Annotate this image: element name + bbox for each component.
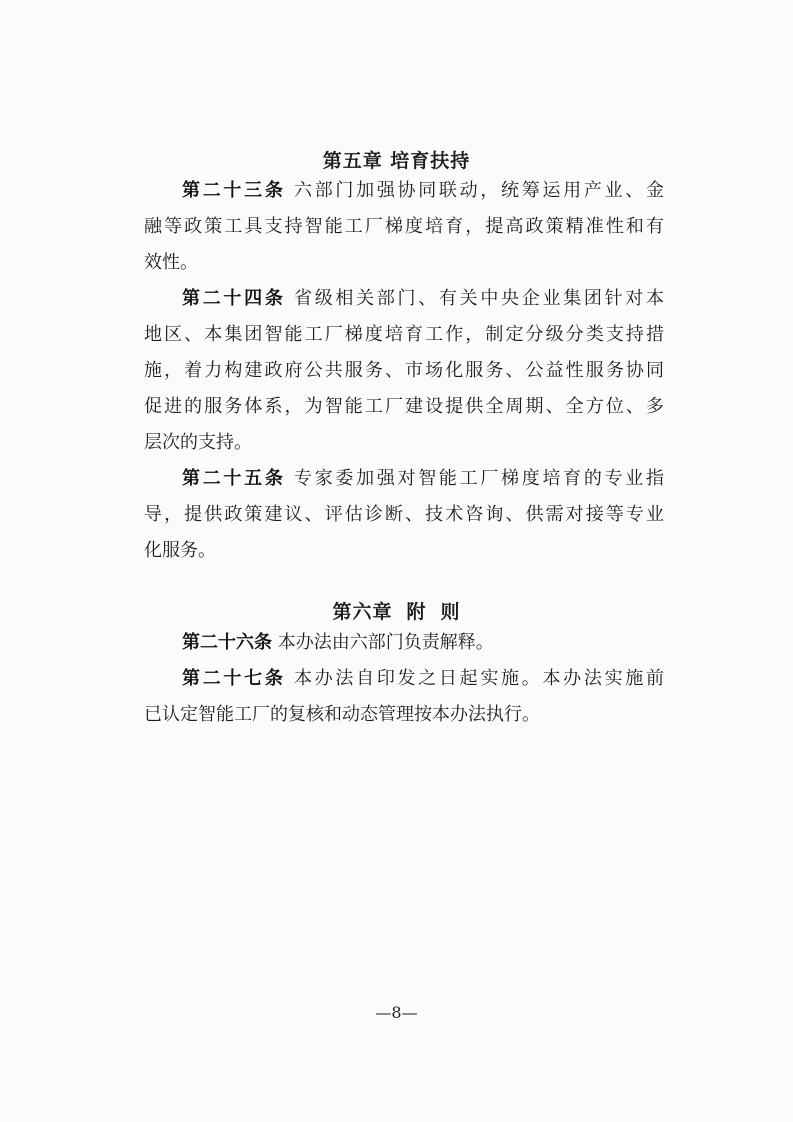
article-25-label: 第二十五条 [182,468,286,489]
article-27-label: 第二十七条 [182,668,286,689]
article-24-line-4: 促进的服务体系，为智能工厂建设提供全周期、全方位、多 [144,396,664,417]
article-23-text-1: 六部门加强协同联动，统筹运用产业、金 [293,180,665,201]
page-number: —8— [375,1003,418,1022]
article-27-text-1: 本办法自印发之日起实施。本办法实施前 [293,668,665,689]
article-27-line-2: 已认定智能工厂的复核和动态管理按本办法执行。 [144,704,540,725]
article-23-label: 第二十三条 [182,180,286,201]
chapter-6-heading-part-3: 则 [440,601,461,623]
article-25-text-1: 专家委加强对智能工厂梯度培育的专业指 [293,468,665,489]
article-25-line-2: 导，提供政策建议、评估诊断、技术咨询、供需对接等专业 [144,504,664,525]
chapter-6-heading [0,597,793,624]
article-24-line-5: 层次的支持。 [144,432,252,453]
article-24-line-2: 地区、本集团智能工厂梯度培育工作，制定分级分类支持措 [144,324,664,345]
chapter-5-heading: 第五章 培育扶持 [322,150,471,172]
article-24-line-3: 施，着力构建政府公共服务、市场化服务、公益性服务协同 [144,360,664,381]
article-23-line-2: 融等政策工具支持智能工厂梯度培育，提高政策精准性和有 [144,216,664,237]
article-26-line-1 [182,631,664,655]
article-26-label: 第二十六条 [182,632,272,653]
article-23-line-1 [182,179,664,203]
article-23-line-3: 效性。 [144,252,198,273]
article-25-line-3: 化服务。 [144,540,216,561]
chapter-6-heading-part-1: 第六章 [332,601,393,623]
article-26-text-1: 本办法由六部门负责解释。 [277,632,494,653]
article-25-line-1 [182,467,664,491]
article-24-text-1: 省级相关部门、有关中央企业集团针对本 [293,288,665,309]
article-24-line-1 [182,287,664,311]
chapter-6-heading-part-2: 附 [406,601,427,623]
article-24-label: 第二十四条 [182,288,286,309]
article-27-line-1 [182,667,664,691]
